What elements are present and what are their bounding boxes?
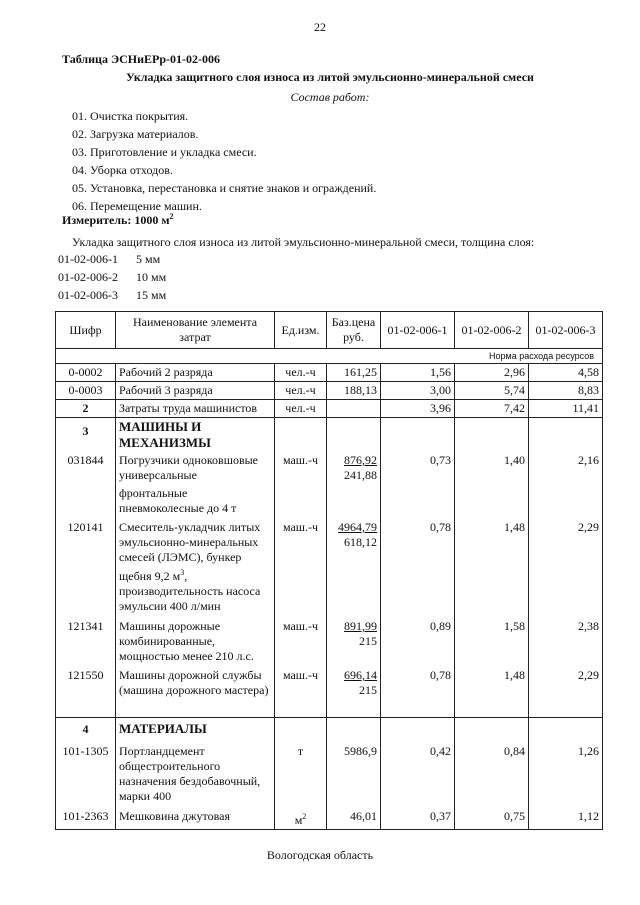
cell-v3: 1,12 <box>529 805 603 830</box>
cell-v1: 1,56 <box>381 364 455 382</box>
table-header-row <box>56 312 603 349</box>
cell-unit: маш.-ч <box>275 517 327 615</box>
cell-unit <box>275 805 327 830</box>
table-row <box>56 738 603 805</box>
operations-list <box>72 107 376 215</box>
cell-v1: 0,78 <box>381 665 455 718</box>
description: Укладка защитного слоя износа из литой эмульсионно-минеральной смеси, толщина слоя: <box>72 235 535 249</box>
operation-item: 01. Очистка покрытия. <box>72 109 189 123</box>
cell-code: 031844 <box>56 452 116 517</box>
cell-name: Машины дорожной службы (машина дорожного мастера) <box>116 665 275 718</box>
name-line: Погрузчики одноковшовые универсальные <box>119 453 259 482</box>
cell-price: 46,01 <box>327 805 381 830</box>
cell-name: Затраты труда машинистов <box>116 400 275 418</box>
cell-v1: 3,96 <box>381 400 455 418</box>
table-row <box>56 615 603 665</box>
cell-code: 0-0003 <box>56 382 116 400</box>
cell-v1: 0,37 <box>381 805 455 830</box>
header-unit: Ед.изм. <box>275 312 327 349</box>
variant-item <box>58 250 166 268</box>
cell-code: 0-0002 <box>56 364 116 382</box>
header-v1: 01-02-006-1 <box>381 312 455 349</box>
name-part: , производительность насоса эмульсии 400 л/мин <box>119 569 261 613</box>
operation-item: 06. Перемещение машин. <box>72 199 202 213</box>
section-title: МАШИНЫ И МЕХАНИЗМЫ <box>119 419 211 450</box>
cell-v2: 2,96 <box>455 364 529 382</box>
cell-price <box>327 452 381 517</box>
cell-unit: чел.-ч <box>275 382 327 400</box>
cell-v2: 1,48 <box>455 665 529 718</box>
norm-label: Норма расхода ресурсов <box>56 349 603 364</box>
cell-unit: маш.-ч <box>275 665 327 718</box>
composition-label: Состав работ: <box>290 90 370 104</box>
price-wage: 241,88 <box>344 468 377 482</box>
variant-code: 01-02-006-2 <box>58 270 118 284</box>
measure-unit <box>62 212 174 228</box>
cell-v2: 7,42 <box>455 400 529 418</box>
table-title: Укладка защитного слоя износа из литой эмульсионно-минеральной смеси <box>126 70 534 84</box>
norm-row <box>56 349 603 364</box>
operation-item: 02. Загрузка материалов. <box>72 127 199 141</box>
price-wage: 215 <box>359 634 377 648</box>
cell-v2: 1,58 <box>455 615 529 665</box>
price-total: 876,92 <box>344 453 377 467</box>
operation-item: 03. Приготовление и укладка смеси. <box>72 145 257 159</box>
cell-v3: 2,29 <box>529 665 603 718</box>
cell-name <box>116 718 275 739</box>
variant-item <box>58 268 166 286</box>
price-wage: 215 <box>359 683 377 697</box>
cell-code: 101-2363 <box>56 805 116 830</box>
variant-value: 15 мм <box>136 288 167 302</box>
cell-price: 5986,9 <box>327 738 381 805</box>
cell-code: 4 <box>56 718 116 739</box>
cell-v2: 1,48 <box>455 517 529 615</box>
cell-v3: 4,58 <box>529 364 603 382</box>
table-row <box>56 805 603 830</box>
table-row <box>56 452 603 517</box>
cell-v2: 0,84 <box>455 738 529 805</box>
cell-unit: чел.-ч <box>275 364 327 382</box>
cell-v3: 2,38 <box>529 615 603 665</box>
section-title: МАТЕРИАЛЫ <box>119 721 207 736</box>
operation-item: 05. Установка, перестановка и снятие знаков и ограждений. <box>72 181 377 195</box>
cell-code: 121550 <box>56 665 116 718</box>
cell-v1: 0,78 <box>381 517 455 615</box>
cell-v1: 0,42 <box>381 738 455 805</box>
price-total: 696,14 <box>344 668 377 682</box>
cell-unit: маш.-ч <box>275 615 327 665</box>
cell-price <box>327 615 381 665</box>
header-price: Баз.цена руб. <box>327 312 381 349</box>
cell-name: Машины дорожные комбинированные, мощностью менее 210 л.с. <box>116 615 275 665</box>
cell-v2: 0,75 <box>455 805 529 830</box>
cell-v2: 5,74 <box>455 382 529 400</box>
cell-unit: т <box>275 738 327 805</box>
cell-v3: 8,83 <box>529 382 603 400</box>
unit-sup: 2 <box>302 812 307 821</box>
cell-price <box>327 665 381 718</box>
variants-list <box>58 250 166 304</box>
cell-v1: 3,00 <box>381 382 455 400</box>
section-row-machines <box>56 418 603 453</box>
cell-code: 120141 <box>56 517 116 615</box>
header-v2: 01-02-006-2 <box>455 312 529 349</box>
cell-name: Портландцемент общестроительного назначения бездобавочный, марки 400 <box>116 738 275 805</box>
resources-table <box>55 311 603 830</box>
unit-text: м <box>294 813 303 827</box>
cell-name <box>116 418 275 453</box>
cell-code: 101-1305 <box>56 738 116 805</box>
price-total: 891,99 <box>344 619 377 633</box>
cell-price <box>327 400 381 418</box>
table-row <box>56 400 603 418</box>
header-code: Шифр <box>56 312 116 349</box>
name-part: Смеситель-укладчик литых эмульсионно-минеральных смесей (ЛЭМС), бункер щебня 9,2 м <box>119 520 261 583</box>
cell-v2: 1,40 <box>455 452 529 517</box>
name-line: фронтальные пневмоколесные до 4 т <box>119 486 237 515</box>
footer-region: Вологодская область <box>266 848 374 862</box>
cell-v3: 2,29 <box>529 517 603 615</box>
cell-name: Рабочий 3 разряда <box>116 382 275 400</box>
variant-code: 01-02-006-1 <box>58 252 118 266</box>
cell-unit: маш.-ч <box>275 452 327 517</box>
cell-price <box>327 517 381 615</box>
cell-code: 2 <box>56 400 116 418</box>
cell-v1: 0,89 <box>381 615 455 665</box>
cell-v3: 2,16 <box>529 452 603 517</box>
header-name: Наименование элемента затрат <box>116 312 275 349</box>
price-wage: 618,12 <box>344 535 377 549</box>
cell-v3: 11,41 <box>529 400 603 418</box>
cell-code: 121341 <box>56 615 116 665</box>
variant-item <box>58 286 166 304</box>
table-row <box>56 364 603 382</box>
cell-name <box>116 452 275 517</box>
table-row <box>56 517 603 615</box>
cell-v1: 0,73 <box>381 452 455 517</box>
name-sup: 3 <box>180 568 185 577</box>
cell-name: Мешковина джутовая <box>116 805 275 830</box>
page-number: 22 <box>314 20 326 34</box>
price-total: 4964,79 <box>338 520 377 534</box>
cell-name <box>116 517 275 615</box>
variant-code: 01-02-006-3 <box>58 288 118 302</box>
variant-value: 10 мм <box>136 270 167 284</box>
cell-name: Рабочий 2 разряда <box>116 364 275 382</box>
section-row-materials <box>56 718 603 739</box>
variant-value: 5 мм <box>136 252 161 266</box>
table-row <box>56 665 603 718</box>
cell-code: 3 <box>56 418 116 453</box>
cell-price: 188,13 <box>327 382 381 400</box>
operation-item: 04. Уборка отходов. <box>72 163 173 177</box>
table-name: Таблица ЭСНиЕРр-01-02-006 <box>62 52 221 66</box>
cell-v3: 1,26 <box>529 738 603 805</box>
cell-unit: чел.-ч <box>275 400 327 418</box>
measure-sup: 2 <box>169 212 174 221</box>
cell-price: 161,25 <box>327 364 381 382</box>
measure-label: Измеритель: 1000 м <box>62 213 170 227</box>
header-v3: 01-02-006-3 <box>529 312 603 349</box>
table-row <box>56 382 603 400</box>
